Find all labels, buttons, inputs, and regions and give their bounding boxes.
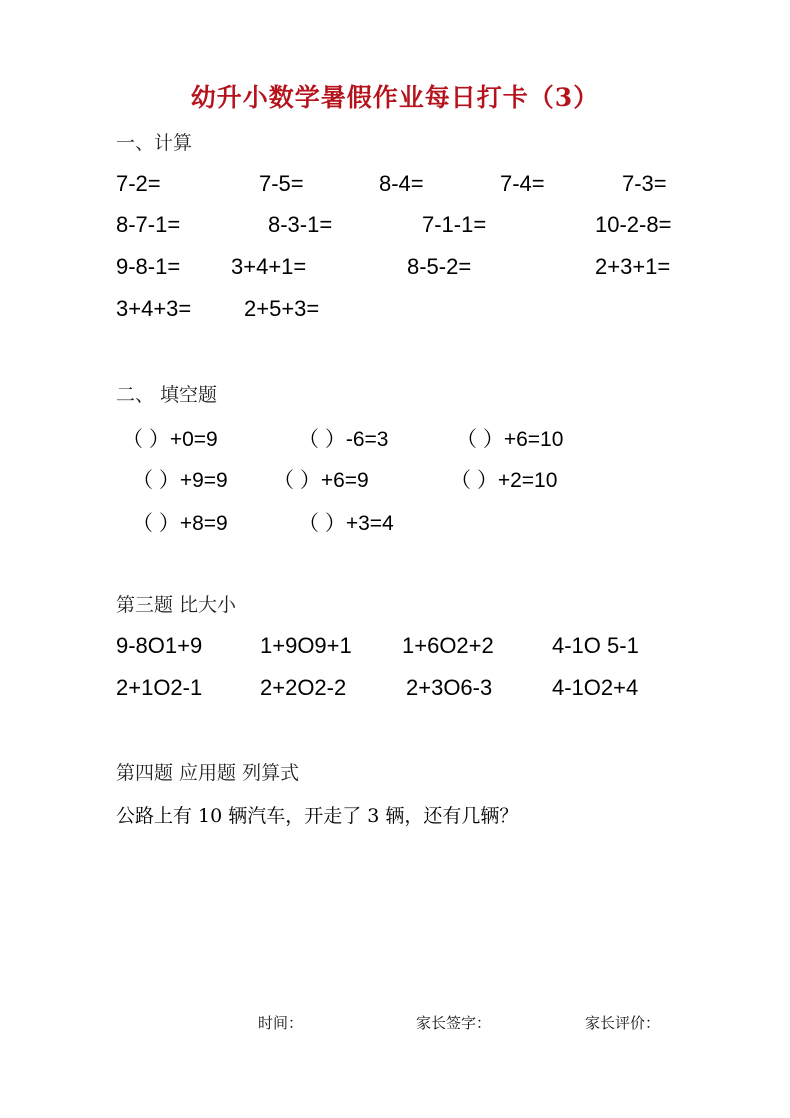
section-3-heading: 第三题 比大小	[116, 594, 237, 616]
calc-problem: 8-3-1=	[268, 212, 333, 237]
calc-problem: 3+4+1=	[231, 254, 307, 279]
calc-problem: 10-2-8=	[595, 212, 672, 237]
word-problem-question: 公路上有 10 辆汽车，开走了 3 辆，还有几辆？	[116, 805, 519, 827]
compare-problem: 4-1O2+4	[552, 675, 639, 700]
compare-problem: 2+1O2-1	[116, 675, 203, 700]
section-4-heading: 第四题 应用题 列算式	[116, 762, 300, 784]
compare-problem: 1+9O9+1	[260, 633, 352, 658]
calc-problem: 3+4+3=	[116, 296, 192, 321]
compare-problem: 1+6O2+2	[402, 633, 494, 658]
section-2-heading: 二、 填空题	[116, 384, 218, 406]
calc-problem: 7-4=	[500, 171, 545, 196]
calc-problem: 2+3+1=	[595, 254, 671, 279]
calc-problem: 7-3=	[622, 171, 667, 196]
calc-problem: 7-1-1=	[422, 212, 487, 237]
compare-problem: 2+2O2-2	[260, 675, 347, 700]
calc-problem: 7-2=	[116, 171, 161, 196]
fill-blank-problem: （ ）+8=9	[132, 512, 228, 535]
fill-blank-problem: （ ）-6=3	[298, 428, 389, 451]
page-title: 幼升小数学暑假作业每日打卡（3）	[190, 83, 600, 112]
section-1-heading: 一、计算	[116, 132, 193, 154]
parent-evaluation-label: 家长评价：	[585, 1014, 661, 1032]
compare-problem: 2+3O6-3	[406, 675, 493, 700]
calc-problem: 7-5=	[259, 171, 304, 196]
time-label: 时间：	[258, 1014, 304, 1032]
calc-problem: 8-4=	[379, 171, 424, 196]
fill-blank-problem: （ ）+9=9	[132, 469, 228, 492]
parent-signature-label: 家长签字：	[416, 1014, 492, 1032]
fill-blank-problem: （ ）+2=10	[450, 469, 558, 492]
fill-blank-problem: （ ）+3=4	[298, 512, 394, 535]
compare-problem: 4-1O 5-1	[552, 633, 639, 658]
fill-blank-problem: （ ）+6=10	[456, 428, 564, 451]
calc-problem: 8-5-2=	[407, 254, 472, 279]
fill-blank-problem: （ ）+0=9	[122, 428, 218, 451]
calc-problem: 9-8-1=	[116, 254, 181, 279]
fill-blank-problem: （ ）+6=9	[273, 469, 369, 492]
calc-problem: 2+5+3=	[244, 296, 320, 321]
compare-problem: 9-8O1+9	[116, 633, 203, 658]
calc-problem: 8-7-1=	[116, 212, 181, 237]
